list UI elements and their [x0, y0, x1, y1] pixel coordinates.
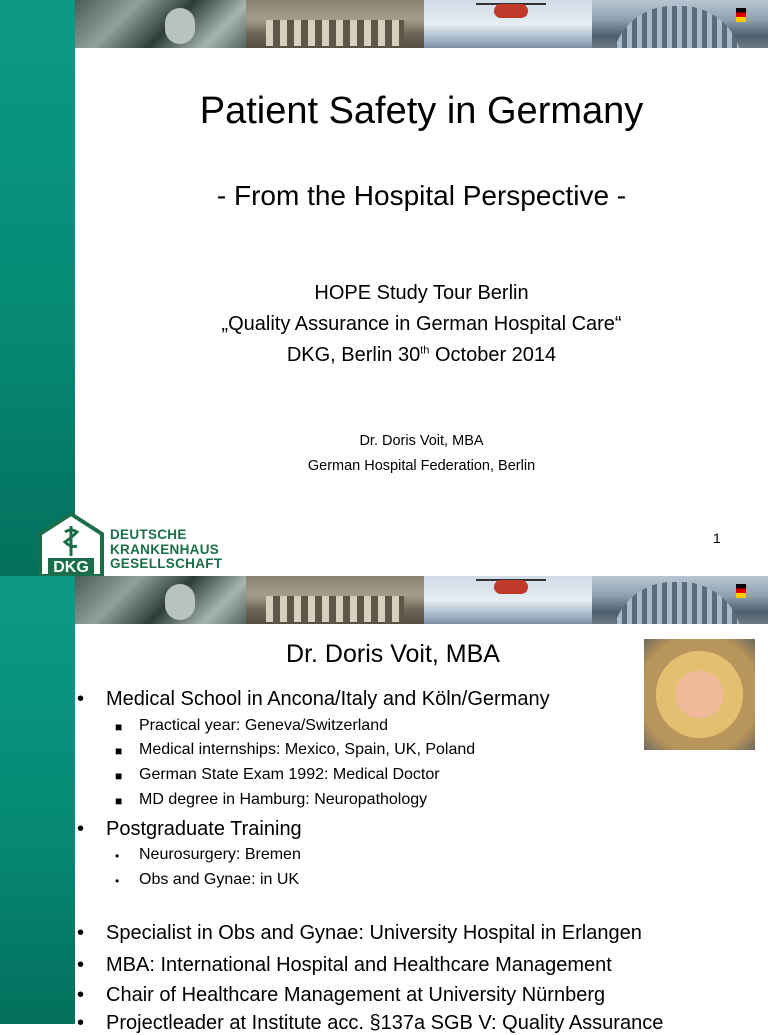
helicopter-photo — [424, 0, 592, 48]
dome-photo — [592, 576, 768, 624]
reichstag-photo — [246, 0, 424, 48]
author-affiliation: German Hospital Federation, Berlin — [307, 458, 536, 474]
sub-bullet-item: Medical internships: Mexico, Spain, UK, Poland — [139, 741, 476, 758]
green-sidebar — [0, 576, 75, 1024]
dkg-house-icon — [38, 512, 104, 576]
bullet-marker: • — [77, 954, 85, 976]
bullet-marker: • — [77, 922, 85, 944]
bullet-marker: • — [115, 874, 120, 888]
bullet-item: Postgraduate Training — [106, 818, 302, 840]
bullet-item: Chair of Healthcare Management at University Nürnberg — [106, 984, 606, 1006]
bullet-marker: ■ — [115, 744, 123, 758]
dkg-letters: DKG — [53, 559, 89, 576]
bullet-marker: ■ — [115, 720, 123, 734]
sub-bullet-item: Practical year: Geneva/Switzerland — [139, 717, 388, 734]
helicopter-photo — [424, 576, 592, 624]
sub-bullet-item: MD degree in Hamburg: Neuropathology — [139, 791, 428, 808]
reichstag-photo — [246, 576, 424, 624]
green-sidebar — [0, 0, 75, 576]
event-topic: „Quality Assurance in German Hospital Care“ — [221, 313, 622, 335]
bullet-marker: • — [77, 1012, 85, 1034]
bio-title: Dr. Doris Voit, MBA — [286, 640, 500, 668]
bullet-marker: ■ — [115, 794, 123, 808]
bullet-item: Projectleader at Institute acc. §137a SGB V: Quality Assurance — [106, 1012, 664, 1034]
slide-title: Patient Safety in Germany — [199, 90, 644, 132]
bullet-item: Medical School in Ancona/Italy and Köln/Germany — [106, 688, 550, 710]
bullet-marker: • — [77, 688, 85, 710]
header-banner — [75, 576, 768, 624]
bullet-marker: • — [77, 818, 85, 840]
header-banner — [75, 0, 768, 48]
surgery-photo — [75, 0, 246, 48]
slide-subtitle: - From the Hospital Perspective - — [216, 180, 627, 211]
dkg-logo — [36, 512, 226, 576]
bullet-item: Specialist in Obs and Gynae: University Hospital in Erlangen — [106, 922, 642, 944]
surgery-photo — [75, 576, 246, 624]
sub-bullet-item: German State Exam 1992: Medical Doctor — [139, 766, 440, 783]
bullet-item: MBA: International Hospital and Healthcare Management — [106, 954, 612, 976]
dkg-wordmark: DEUTSCHE KRANKENHAUS GESELLSCHAFT — [110, 527, 223, 571]
sub-bullet-item: Neurosurgery: Bremen — [139, 846, 301, 863]
bullet-marker: • — [115, 849, 120, 863]
page-number: 1 — [713, 530, 721, 546]
portrait-photo — [644, 639, 755, 750]
event-name: HOPE Study Tour Berlin — [314, 282, 529, 304]
sub-bullet-item: Obs and Gynae: in UK — [139, 871, 300, 888]
dome-photo — [592, 0, 768, 48]
author-name: Dr. Doris Voit, MBA — [359, 433, 484, 449]
bullet-marker: ■ — [115, 769, 123, 783]
event-date: DKG, Berlin 30th October 2014 — [286, 344, 557, 366]
bullet-marker: • — [77, 984, 85, 1006]
